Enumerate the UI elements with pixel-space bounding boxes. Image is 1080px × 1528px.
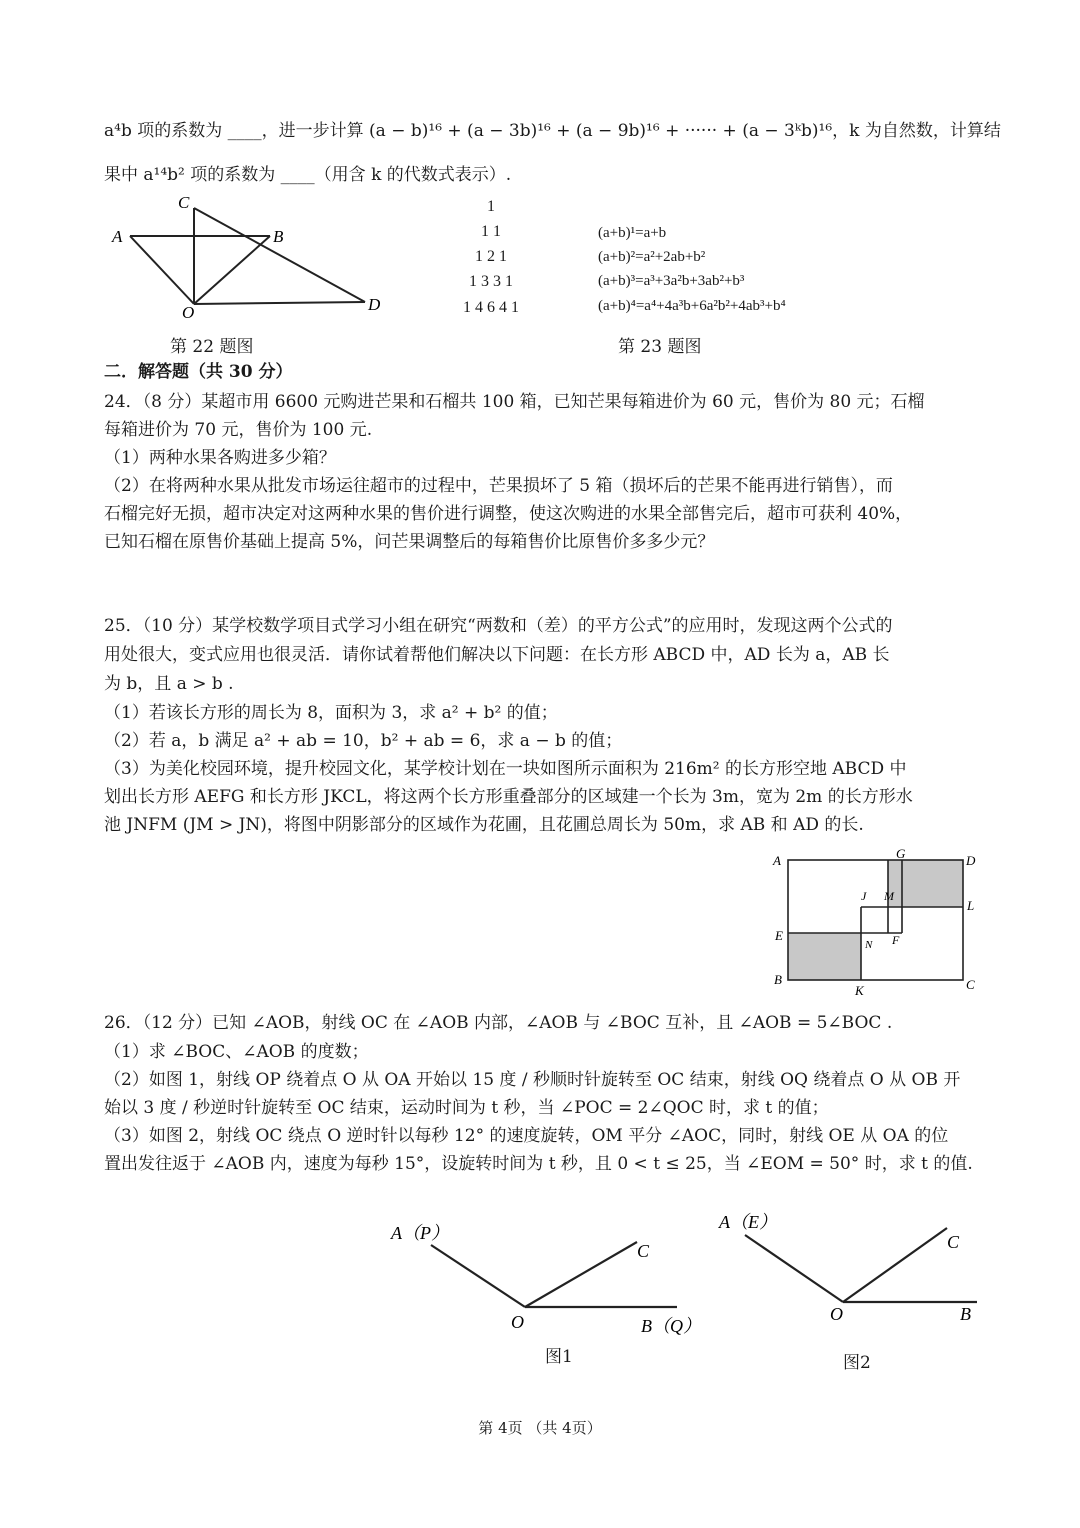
text-line: 用处很大，变式应用也很灵活．请你试着帮他们解决以下问题：在长方形 ABCD 中，AD 长为 a，AB 长 xyxy=(104,645,890,665)
label-D: D xyxy=(368,295,381,314)
label-M: M xyxy=(884,889,894,903)
label-B: B xyxy=(960,1304,971,1324)
formula: (a+b)⁴=a⁴+4a³b+6a²b²+4ab³+b⁴ xyxy=(598,298,786,314)
text-line: a⁴b 项的系数为 ____，进一步计算 (a − b)¹⁶ + (a − 3b)¹⁶ + (a − 9b)¹⁶ + ······ + (a − 3ᵏb)¹⁶，k 为自然数，计算结 xyxy=(104,121,1001,141)
label-O: O xyxy=(182,303,195,322)
text-line: （3）如图 2，射线 OC 绕点 O 逆时针以每秒 12° 的速度旋转，OM 平分 ∠AOC，同时，射线 OE 从 OA 的位 xyxy=(104,1126,949,1146)
label-A-E: A（E） xyxy=(719,1212,777,1232)
label-G: G xyxy=(896,846,906,861)
figure-23-caption: 第 23 题图 xyxy=(618,337,702,357)
label-K: K xyxy=(855,983,864,998)
text-line: （1）求 ∠BOC、∠AOB 的度数； xyxy=(104,1042,369,1062)
figure-26-2 xyxy=(715,1210,995,1340)
label-N: N xyxy=(865,939,873,951)
figure-22 xyxy=(110,192,390,327)
figure-26-1 xyxy=(385,1215,705,1345)
figure-26-1-caption: 图1 xyxy=(545,1347,573,1367)
page-footer: 第 4页 （共 4页） xyxy=(478,1419,602,1437)
pascal-row: 1 3 3 1 xyxy=(469,273,513,290)
label-F: F xyxy=(892,933,900,947)
question-26: 26．（12 分）已知 ∠AOB，射线 OC 在 ∠AOB 内部，∠AOB 与 ∠BOC 互补，且 ∠AOB = 5∠BOC . xyxy=(104,1013,893,1033)
figure-25 xyxy=(770,848,985,998)
text-line: （3）为美化校园环境，提升校园文化，某学校计划在一块如图所示面积为 216m² 的长方形空地 ABCD 中 xyxy=(104,759,907,779)
question-25: 25．（10 分）某学校数学项目式学习小组在研究“两数和（差）的平方公式”的应用时，发现这两个公式的 xyxy=(104,616,893,636)
label-A: A xyxy=(773,853,781,868)
label-C: C xyxy=(947,1232,960,1252)
formula: (a+b)¹=a+b xyxy=(598,225,667,241)
label-B: B xyxy=(774,972,782,987)
label-O: O xyxy=(511,1312,524,1332)
text-line: 划出长方形 AEFG 和长方形 JKCL，将这两个长方形重叠部分的区域建一个长为 3m，宽为 2m 的长方形水 xyxy=(104,787,913,807)
pascal-row: 1 xyxy=(487,198,495,215)
label-C: C xyxy=(178,193,190,212)
question-24: 24．（8 分）某超市用 6600 元购进芒果和石榴共 100 箱，已知芒果每箱进价为 60 元，售价为 80 元；石榴 xyxy=(104,392,925,412)
label-A: A xyxy=(112,227,123,246)
text-line: （2）在将两种水果从批发市场运往超市的过程中，芒果损坏了 5 箱（损坏后的芒果不能再进行销售），而 xyxy=(104,476,893,496)
label-B-Q: B（Q） xyxy=(641,1316,701,1336)
text-line: 已知石榴在原售价基础上提高 5%，问芒果调整后的每箱售价比原售价多多少元？ xyxy=(104,532,715,552)
text-line: 池 JNFM (JM > JN)，将图中阴影部分的区域作为花圃，且花圃总周长为 50m，求 AB 和 AD 的长. xyxy=(104,815,864,835)
text-line: 置出发往返于 ∠AOB 内，速度为每秒 15°，设旋转时间为 t 秒，且 0 < t ≤ 25，当 ∠EOM = 50° 时，求 t 的值. xyxy=(104,1154,973,1174)
text-line: 始以 3 度 / 秒逆时针旋转至 OC 结束，运动时间为 t 秒，当 ∠POC = 2∠QOC 时，求 t 的值； xyxy=(104,1098,829,1118)
formula: (a+b)³=a³+3a²b+3ab²+b³ xyxy=(598,273,745,289)
figure-22-caption: 第 22 题图 xyxy=(170,337,254,357)
label-C: C xyxy=(637,1241,650,1261)
label-L: L xyxy=(967,898,975,913)
label-O: O xyxy=(830,1304,843,1324)
text-line: （2）若 a，b 满足 a² + ab = 10，b² + ab = 6，求 a − b 的值； xyxy=(104,731,623,751)
formula: (a+b)²=a²+2ab+b² xyxy=(598,249,706,265)
label-A-P: A（P） xyxy=(391,1223,449,1243)
figure-26-2-caption: 图2 xyxy=(843,1353,871,1373)
pascal-row: 1 4 6 4 1 xyxy=(463,299,519,316)
text-line: 每箱进价为 70 元，售价为 100 元. xyxy=(104,420,373,440)
pascal-row: 1 2 1 xyxy=(475,248,507,265)
text-line: 石榴完好无损，超市决定对这两种水果的售价进行调整，使这次购进的水果全部售完后，超市可获利 40%， xyxy=(104,504,913,524)
text-line: （1）两种水果各购进多少箱？ xyxy=(104,448,336,468)
text-line: 果中 a¹⁴b² 项的系数为 ____（用含 k 的代数式表示）. xyxy=(104,165,512,185)
label-E: E xyxy=(775,928,783,943)
label-B: B xyxy=(273,227,284,246)
text-line: （2）如图 1，射线 OP 绕着点 O 从 OA 开始以 15 度 / 秒顺时针旋转至 OC 结束，射线 OQ 绕着点 O 从 OB 开 xyxy=(104,1070,961,1090)
text-line: 为 b，且 a > b . xyxy=(104,674,234,694)
label-C: C xyxy=(966,977,975,992)
text-line: （1）若该长方形的周长为 8，面积为 3，求 a² + b² 的值； xyxy=(104,703,558,723)
label-D: D xyxy=(966,853,976,868)
label-J: J xyxy=(861,889,867,903)
pascal-row: 1 1 xyxy=(481,223,501,240)
section-title: 二．解答题（共 30 分） xyxy=(104,362,293,382)
